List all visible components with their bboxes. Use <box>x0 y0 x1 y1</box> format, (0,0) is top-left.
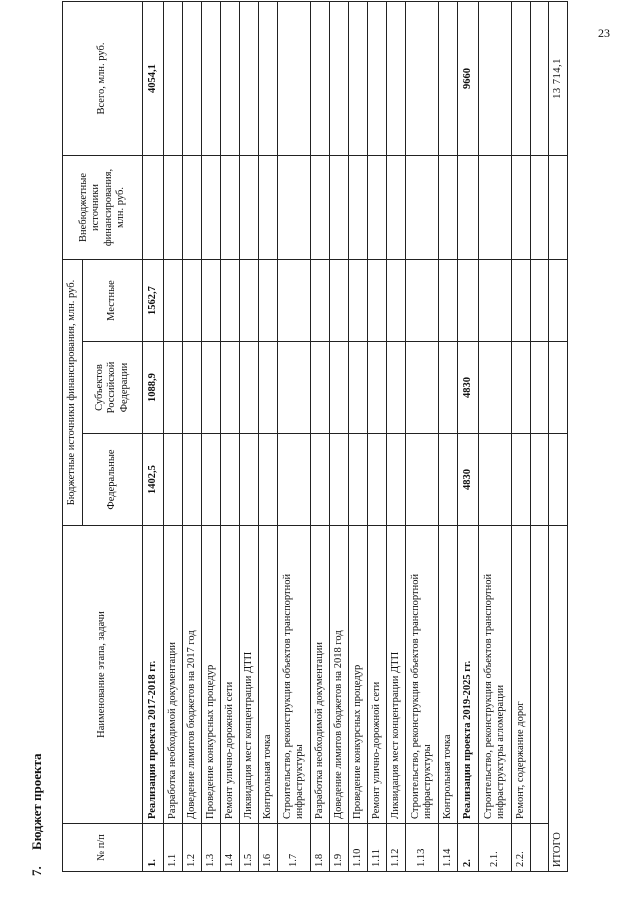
row-task-name: Проведение конкурсных процедур <box>349 526 368 824</box>
total-empty-cell <box>549 342 568 434</box>
row-task-name: Строительство, реконструкция объектов транспортной инфраструктуры <box>406 526 439 824</box>
row-federal-value <box>349 434 368 526</box>
total-value: 13 714,1 <box>549 2 568 156</box>
row-task-name <box>531 526 549 824</box>
row-extra-value <box>240 156 259 260</box>
row-local-value <box>311 260 330 342</box>
total-row <box>549 2 568 872</box>
row-task-name: Проведение конкурсных процедур <box>202 526 221 824</box>
row-task-name: Ремонт, содержание дорог <box>512 526 531 824</box>
section-number: 7. <box>29 866 44 876</box>
table-row <box>143 2 164 872</box>
row-federal-value <box>240 434 259 526</box>
row-task-name: Реализация проекта 2017-2018 гг. <box>143 526 164 824</box>
row-total-value: 9660 <box>458 2 479 156</box>
table-row <box>183 2 202 872</box>
row-number: 1.10 <box>349 824 368 872</box>
row-federal-value <box>531 434 549 526</box>
row-total-value <box>240 2 259 156</box>
row-extra-value <box>406 156 439 260</box>
row-extra-value <box>330 156 349 260</box>
row-local-value <box>349 260 368 342</box>
row-subject-value <box>183 342 202 434</box>
header-name: Наименование этапа, задачи <box>63 526 143 824</box>
budget-table <box>62 1 568 872</box>
row-total-value <box>164 2 183 156</box>
row-subject-value <box>439 342 458 434</box>
header-extrabudget: Внебюджетные источники финансирования, млн. руб. <box>63 156 143 260</box>
row-local-value <box>330 260 349 342</box>
row-number: 1.8 <box>311 824 330 872</box>
header-total: Всего, млн. руб. <box>63 2 143 156</box>
row-extra-value <box>349 156 368 260</box>
row-local-value <box>221 260 240 342</box>
row-subject-value <box>278 342 311 434</box>
row-number: 1.12 <box>387 824 406 872</box>
row-task-name: Ликвидация мест концентрации ДТП <box>240 526 259 824</box>
row-subject-value <box>387 342 406 434</box>
table-row <box>311 2 330 872</box>
table-row <box>512 2 531 872</box>
row-federal-value: 1402,5 <box>143 434 164 526</box>
row-total-value <box>406 2 439 156</box>
row-subject-value <box>531 342 549 434</box>
row-federal-value <box>164 434 183 526</box>
row-subject-value <box>164 342 183 434</box>
row-federal-value <box>387 434 406 526</box>
row-number: 1.2 <box>183 824 202 872</box>
row-federal-value <box>278 434 311 526</box>
row-extra-value <box>259 156 278 260</box>
row-local-value <box>406 260 439 342</box>
row-federal-value: 4830 <box>458 434 479 526</box>
row-local-value <box>278 260 311 342</box>
row-local-value <box>368 260 387 342</box>
row-extra-value <box>202 156 221 260</box>
row-local-value: 1562,7 <box>143 260 164 342</box>
row-extra-value <box>368 156 387 260</box>
table-row <box>387 2 406 872</box>
row-task-name: Реализация проекта 2019-2025 гг. <box>458 526 479 824</box>
row-subject-value <box>512 342 531 434</box>
header-num: № п/п <box>63 824 143 872</box>
row-total-value <box>330 2 349 156</box>
row-extra-value <box>164 156 183 260</box>
row-extra-value <box>512 156 531 260</box>
row-federal-value <box>221 434 240 526</box>
row-extra-value <box>531 156 549 260</box>
table-row <box>531 2 549 872</box>
row-local-value <box>240 260 259 342</box>
row-number: 1. <box>143 824 164 872</box>
section-heading <box>29 0 49 876</box>
row-task-name: Доведение лимитов бюджетов на 2017 год <box>183 526 202 824</box>
row-subject-value <box>221 342 240 434</box>
row-total-value <box>531 2 549 156</box>
total-empty-cell <box>549 260 568 342</box>
table-row <box>240 2 259 872</box>
table-row <box>458 2 479 872</box>
page-number: 23 <box>598 26 610 40</box>
row-extra-value <box>458 156 479 260</box>
table-row <box>368 2 387 872</box>
row-federal-value <box>202 434 221 526</box>
row-extra-value <box>439 156 458 260</box>
total-empty-cell <box>549 434 568 526</box>
table-row <box>479 2 512 872</box>
row-subject-value <box>240 342 259 434</box>
row-local-value <box>164 260 183 342</box>
table-row <box>202 2 221 872</box>
row-local-value <box>202 260 221 342</box>
row-total-value <box>278 2 311 156</box>
row-local-value <box>531 260 549 342</box>
row-total-value <box>202 2 221 156</box>
row-subject-value <box>202 342 221 434</box>
row-number: 1.6 <box>259 824 278 872</box>
row-federal-value <box>311 434 330 526</box>
row-task-name: Ликвидация мест концентрации ДТП <box>387 526 406 824</box>
header-local: Местные <box>83 260 143 342</box>
table-row <box>349 2 368 872</box>
row-subject-value <box>311 342 330 434</box>
row-task-name: Строительство, реконструкция объектов транспортной инфраструктуры <box>278 526 311 824</box>
table-row <box>164 2 183 872</box>
row-number: 2. <box>458 824 479 872</box>
row-federal-value <box>439 434 458 526</box>
row-subject-value <box>368 342 387 434</box>
row-number: 1.11 <box>368 824 387 872</box>
row-extra-value <box>278 156 311 260</box>
row-local-value <box>259 260 278 342</box>
row-local-value <box>387 260 406 342</box>
row-total-value <box>512 2 531 156</box>
table-body <box>143 2 568 872</box>
row-federal-value <box>259 434 278 526</box>
row-number: 1.1 <box>164 824 183 872</box>
row-subject-value <box>349 342 368 434</box>
row-total-value <box>221 2 240 156</box>
section-title: Бюджет проекта <box>29 753 44 850</box>
header-subject: Субъектов Российской Федерации <box>83 342 143 434</box>
table-row <box>259 2 278 872</box>
table-row <box>221 2 240 872</box>
row-task-name: Ремонт улично-дорожной сети <box>368 526 387 824</box>
row-number: 1.4 <box>221 824 240 872</box>
row-task-name: Контрольная точка <box>259 526 278 824</box>
row-extra-value <box>311 156 330 260</box>
row-number <box>531 824 549 872</box>
row-federal-value <box>368 434 387 526</box>
row-subject-value: 4830 <box>458 342 479 434</box>
total-empty-cell <box>549 156 568 260</box>
row-total-value <box>368 2 387 156</box>
table-row <box>278 2 311 872</box>
row-total-value <box>479 2 512 156</box>
row-extra-value <box>183 156 202 260</box>
row-local-value <box>512 260 531 342</box>
row-federal-value <box>406 434 439 526</box>
row-federal-value <box>183 434 202 526</box>
row-total-value: 4054,1 <box>143 2 164 156</box>
row-number: 1.5 <box>240 824 259 872</box>
row-total-value <box>311 2 330 156</box>
row-number: 2.2. <box>512 824 531 872</box>
row-number: 1.7 <box>278 824 311 872</box>
row-extra-value <box>221 156 240 260</box>
row-subject-value <box>406 342 439 434</box>
row-total-value <box>387 2 406 156</box>
row-local-value <box>458 260 479 342</box>
row-task-name: Строительство, реконструкция объектов транспортной инфраструктуры агломерации <box>479 526 512 824</box>
table-row <box>406 2 439 872</box>
row-number: 2.1. <box>479 824 512 872</box>
row-total-value <box>183 2 202 156</box>
row-total-value <box>349 2 368 156</box>
total-label: ИТОГО <box>549 526 568 872</box>
row-task-name: Разработка необходимой документации <box>164 526 183 824</box>
row-number: 1.3 <box>202 824 221 872</box>
row-extra-value <box>387 156 406 260</box>
row-subject-value <box>479 342 512 434</box>
row-local-value <box>183 260 202 342</box>
row-total-value <box>439 2 458 156</box>
table-row <box>439 2 458 872</box>
row-federal-value <box>330 434 349 526</box>
row-extra-value <box>479 156 512 260</box>
row-total-value <box>259 2 278 156</box>
row-federal-value <box>512 434 531 526</box>
row-task-name: Контрольная точка <box>439 526 458 824</box>
row-local-value <box>479 260 512 342</box>
row-task-name: Ремонт улично-дорожной сети <box>221 526 240 824</box>
row-federal-value <box>479 434 512 526</box>
row-local-value <box>439 260 458 342</box>
row-number: 1.9 <box>330 824 349 872</box>
header-budget-group: Бюджетные источники финансирования, млн. руб. <box>63 260 83 526</box>
row-subject-value <box>330 342 349 434</box>
row-subject-value: 1088,9 <box>143 342 164 434</box>
row-subject-value <box>259 342 278 434</box>
row-task-name: Доведение лимитов бюджетов на 2018 год <box>330 526 349 824</box>
row-number: 1.14 <box>439 824 458 872</box>
budget-table-container <box>62 2 563 872</box>
table-row <box>330 2 349 872</box>
row-number: 1.13 <box>406 824 439 872</box>
row-task-name: Разработка необходимой документации <box>311 526 330 824</box>
row-extra-value <box>143 156 164 260</box>
header-federal: Федеральные <box>83 434 143 526</box>
